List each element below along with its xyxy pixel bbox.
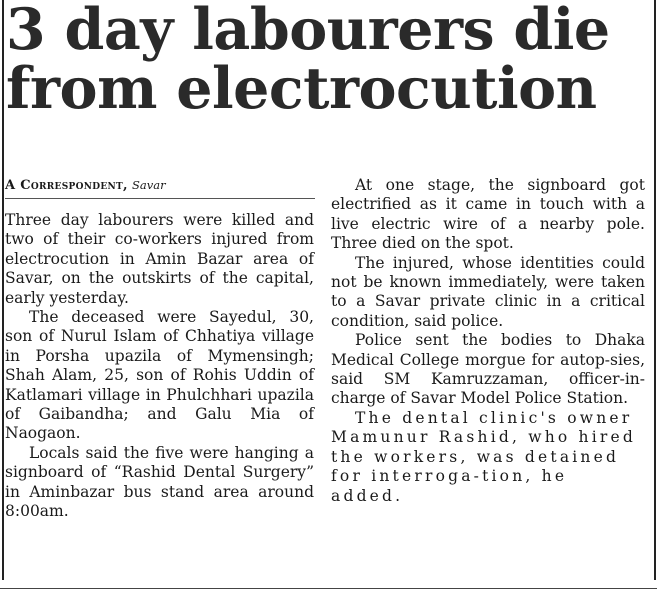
byline-author: A Correspondent,	[5, 178, 128, 193]
article-column-1	[5, 211, 314, 522]
paragraph: Police sent the bodies to Dhaka Medical College morgue for autop-sies, said SM Kamruzzaman, officer-in-charge of Savar Model Police Station.	[331, 331, 645, 408]
byline-location: Savar	[132, 178, 166, 192]
byline	[5, 177, 166, 194]
frame-bottom-border	[0, 588, 657, 589]
frame-left-border	[2, 0, 4, 580]
frame-right-border	[654, 0, 656, 580]
article-column-2	[331, 176, 645, 506]
paragraph: Locals said the five were hanging a signboard of “Rashid Dental Surgery” in Aminbazar bus stand area around 8:00am.	[5, 443, 314, 521]
paragraph: Three day labourers were killed and two of their co-workers injured from electrocution in Amin Bazar area of Savar, on the outskirts of the capital, early yesterday.	[5, 211, 314, 307]
byline-rule	[5, 198, 315, 199]
paragraph: The dental clinic's owner Mamunur Rashid, who hired the workers, was detained for interroga-tion, he added.	[331, 408, 636, 505]
paragraph: The deceased were Sayedul, 30, son of Nurul Islam of Chhatiya village in Porsha upazila of Mymensingh; Shah Alam, 25, son of Rohis Uddin of Katlamari village in Phulchhari upazila of Gaibandha; and Galu Mia of Naogaon.	[5, 308, 314, 443]
headline: 3 day labourers die from electrocution	[6, 0, 610, 122]
paragraph: At one stage, the signboard got electrified as it came in touch with a live electric wire of a nearby pole. Three died on the spot.	[331, 176, 645, 253]
paragraph: The injured, whose identities could not be known immediately, were taken to a Savar private clinic in a critical condition, said police.	[331, 253, 645, 330]
